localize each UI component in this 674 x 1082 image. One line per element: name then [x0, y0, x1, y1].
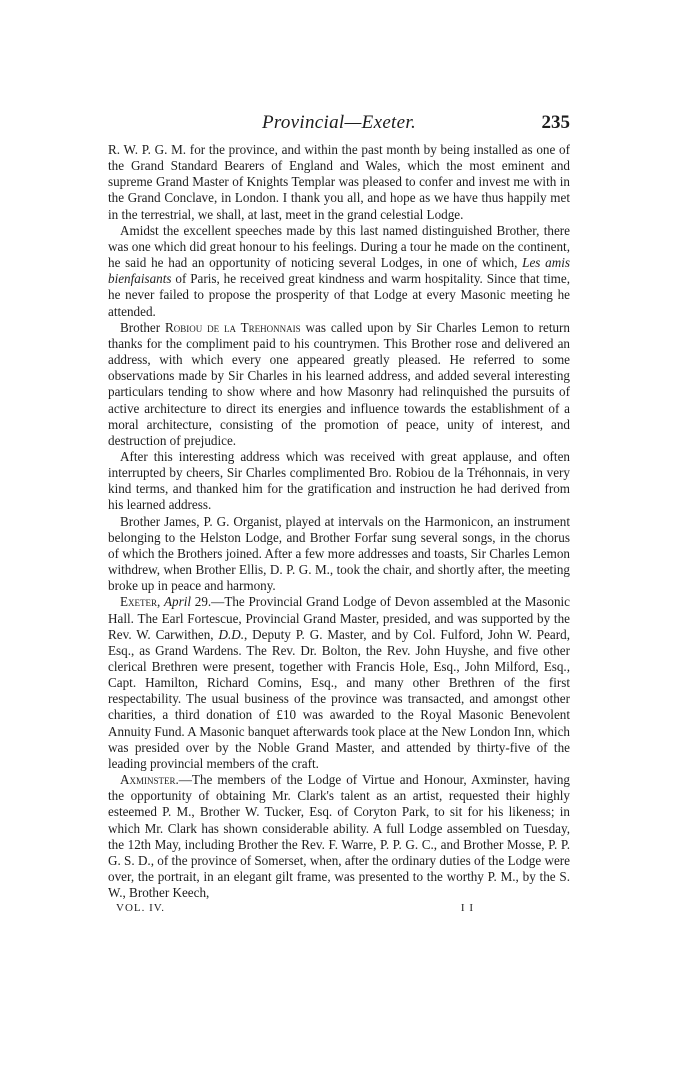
text-run: After this interesting address which was received with great applause, and often interrupted by cheers, Sir Charles complimented Bro. Robiou de la Tréhonnais, in very kind terms, and thanked him for the gratification and instruction he had derived from his learned address.	[108, 448, 570, 513]
paragraph	[108, 772, 570, 901]
paragraph	[108, 449, 570, 514]
paragraph	[108, 320, 570, 449]
text-run: Brother	[120, 319, 166, 335]
paragraph	[108, 514, 570, 595]
smallcaps-run: Axminster	[120, 772, 176, 788]
italic-run: Les amis bienfaisants	[108, 255, 570, 287]
smallcaps-run: Robiou de la Trehonnais	[165, 319, 301, 335]
page	[108, 112, 570, 918]
running-title: Provincial—Exeter.	[261, 112, 416, 133]
page-footer	[108, 902, 570, 918]
signature-mark: I I	[460, 902, 474, 915]
smallcaps-run: Exeter	[120, 594, 158, 610]
text-run: R. W. P. G. M. for the province, and within the past month by being installed as one of the Grand Standard Bearers of England and Wales, which the most eminent and supreme Grand Master of Knights Templar was pleased to confer and invest me with in the Grand Conclave, in London. I thank you all, and hope as we have thus happily met in the terrestrial, we shall, at last, meet in the grand celestial Lodge.	[108, 142, 570, 222]
italic-run: D.D.	[218, 626, 245, 642]
page-number: 235	[541, 112, 570, 133]
text-run: Brother James, P. G. Organist, played at intervals on the Harmonicon, an instrument belonging to the Helston Lodge, and Brother Forfar sung several songs, in the chorus of which the Brothers joined. After a few more addresses and toasts, Sir Charles Lemon withdrew, when Brother Ellis, D. P. G. M., took the chair, and shortly after, the meeting broke up in peace and harmony.	[108, 513, 570, 594]
text-run: , Deputy P. G. Master, and by Col. Fulford, John W. Peard, Esq., as Grand Wardens. The Rev. Dr. Bolton, the Rev. John Huyshe, and five other clerical Brethren were present, together with Francis Hole, Esq., John Milford, Esq., Capt. Hamilton, Richard Comins, Esq., and many other Brethren of the first respectability. The usual business of the province was transacted, and amongst other charities, a third donation of £10 was awarded to the Royal Masonic Benevolent Annuity Fund. A Masonic banquet afterwards took place at the New London Inn, which was presided over by the Noble Grand Master, and attended by thirty-five of the leading provincial members of the craft.	[108, 626, 570, 771]
text-run: Amidst the excellent speeches made by this last named distinguished Brother, there was one which did great honour to his feelings. During a tour he made on the continent, he said he had an opportunity of noticing several Lodges, in one of which,	[108, 222, 570, 271]
text-run: was called upon by Sir Charles Lemon to return thanks for the compliment paid to his countrymen. This Brother rose and delivered an address, with which every one appeared greatly pleased. He referred to some observations made by Sir Charles in his learned address, and added several interesting particulars tending to show where and how Masonry had relinquished the pursuits of active architecture to direct its energies and influence towards the establishment of a moral architecture, consisting of the promotion of peace, unity of interest, and destruction of prejudice.	[108, 319, 570, 448]
paragraph	[108, 223, 570, 320]
text-run: .—The members of the Lodge of Virtue and Honour, Axminster, having the opportunity of obtaining Mr. Clark's talent as an artist, requested their highly esteemed P. M., Brother W. Tucker, Esq. of Coryton Park, to sit for his likeness; in which Mr. Clark has shown considerable ability. A full Lodge assembled on Tuesday, the 12th May, including Brother the Rev. F. Warre, P. P. G. C., and Brother Mosse, P. P. G. S. D., of the province of Somerset, when, after the ordinary duties of the Lodge were over, the portrait, in an elegant gilt frame, was presented to the worthy P. M., by the S. W., Brother Keech,	[108, 772, 570, 901]
italic-run: April	[164, 594, 192, 610]
text-run: 29.—The Provincial Grand Lodge of Devon assembled at the Masonic Hall. The Earl Fortescue, Provincial Grand Master, presided, and was supported by the Rev. W. Carwithen,	[108, 594, 571, 642]
volume-mark: VOL. IV.	[116, 902, 166, 915]
paragraph	[108, 142, 570, 223]
text-run: of Paris, he received great kindness and warm hospitality. Since that time, he never failed to propose the prosperity of that Lodge at every Masonic meeting he attended.	[108, 271, 570, 319]
text-run: ,	[157, 594, 165, 610]
paragraph	[108, 594, 570, 772]
running-head	[108, 112, 570, 142]
body-text	[108, 142, 570, 901]
